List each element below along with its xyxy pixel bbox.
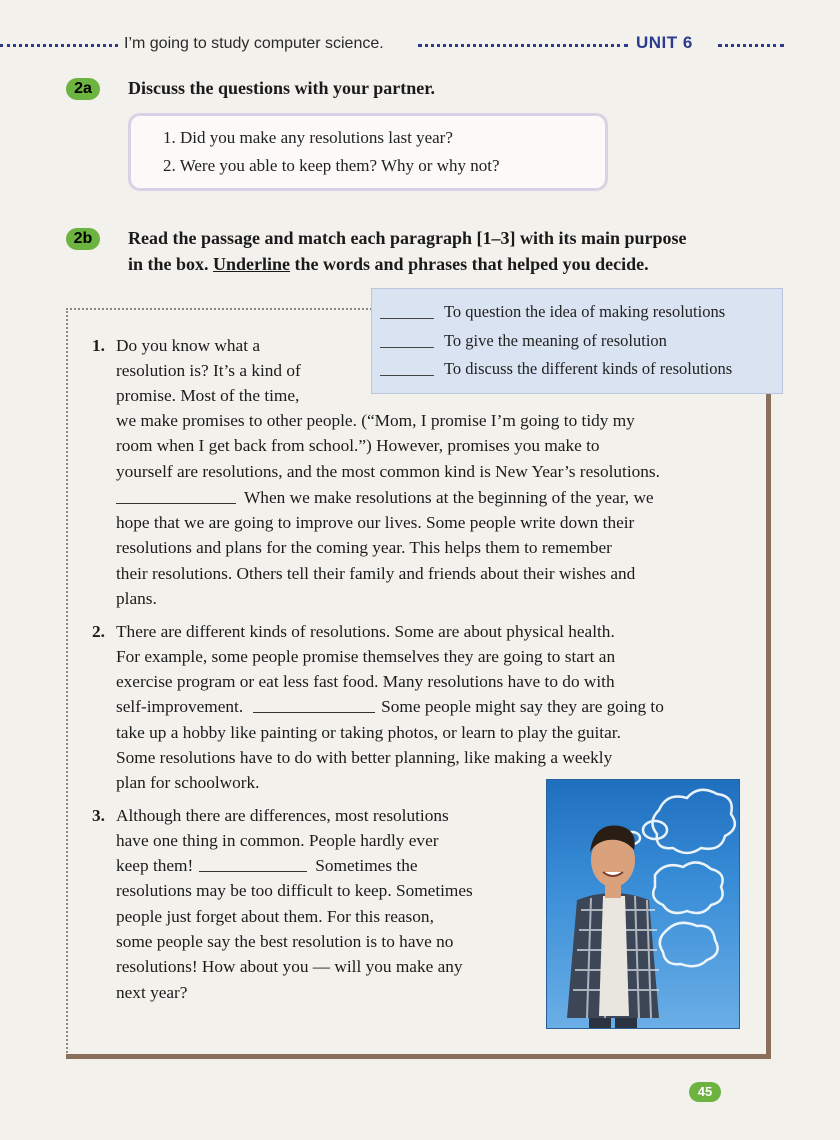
- instruction-2a: Discuss the questions with your partner.: [128, 78, 436, 98]
- paragraph-line-text: When we make resolutions at the beginning of the year, we: [244, 488, 654, 507]
- paragraph-line: exercise program or eat less fast food. Many resolutions have to do with: [116, 672, 615, 691]
- instruction-2b-line2-pre: in the box.: [128, 254, 214, 274]
- paragraph-line: resolutions! How about you — will you make any: [116, 957, 463, 976]
- paragraph-2-number: 2.: [92, 622, 105, 641]
- paragraph-line: take up a hobby like painting or taking photos, or learn to play the guitar.: [116, 723, 621, 742]
- paragraph-line: For example, some people promise themselves they are going to start an: [116, 647, 616, 666]
- purpose-text: To question the idea of making resolutions: [444, 302, 726, 321]
- question-box: [128, 113, 608, 191]
- header-dots-left: [0, 44, 118, 47]
- answer-blank[interactable]: [380, 300, 434, 319]
- question-1: 1. Did you make any resolutions last year?: [163, 128, 453, 147]
- paragraph-line: Some resolutions have to do with better planning, like making a weekly: [116, 748, 613, 767]
- instruction-2b-line2-post: the words and phrases that helped you decide.: [290, 254, 649, 274]
- paragraph-line: resolution is? It’s a kind of: [116, 361, 301, 380]
- paragraph-line-text: Some people might say they are going to: [381, 697, 664, 716]
- purpose-box: [371, 288, 783, 394]
- answer-blank[interactable]: [253, 696, 375, 713]
- purpose-option-2: [380, 327, 667, 355]
- paragraph-line: There are different kinds of resolutions. Some are about physical health.: [116, 622, 615, 641]
- paragraph-line: plans.: [116, 589, 157, 608]
- photo-boy-with-thought-clouds: [546, 779, 740, 1029]
- header-title: I’m going to study computer science.: [124, 35, 384, 52]
- instruction-2b: [128, 225, 687, 277]
- badge-2a: 2a: [66, 78, 100, 100]
- answer-blank[interactable]: [380, 329, 434, 348]
- paragraph-line: some people say the best resolution is to have no: [116, 932, 454, 951]
- paragraph-line-text: Sometimes the: [315, 856, 418, 875]
- page-header: [0, 32, 840, 58]
- instruction-2b-line1: Read the passage and match each paragraph [1–3] with its main purpose: [128, 228, 687, 248]
- header-dots-middle: [418, 44, 628, 47]
- paragraph-line: we make promises to other people. (“Mom, I promise I’m going to tidy my: [116, 411, 635, 430]
- paragraph-line: Although there are differences, most resolutions: [116, 806, 449, 825]
- paragraph-line: resolutions and plans for the coming year. This helps them to remember: [116, 538, 612, 557]
- paragraph-line-text: keep them!: [116, 856, 194, 875]
- paragraph-line: room when I get back from school.”) However, promises you make to: [116, 436, 600, 455]
- paragraph-line: [116, 694, 664, 719]
- purpose-text: To give the meaning of resolution: [444, 331, 667, 350]
- paragraph-line: next year?: [116, 983, 188, 1002]
- paragraph-line: people just forget about them. For this reason,: [116, 907, 434, 926]
- unit-label: UNIT 6: [636, 33, 693, 52]
- paragraph-3-number: 3.: [92, 806, 105, 825]
- paragraph-line: their resolutions. Others tell their family and friends about their wishes and: [116, 564, 636, 583]
- answer-blank[interactable]: [116, 487, 236, 504]
- answer-blank[interactable]: [199, 855, 307, 872]
- paragraph-line: plan for schoolwork.: [116, 773, 260, 792]
- paragraph-line: [116, 485, 654, 510]
- paragraph-line-text: self-improvement.: [116, 697, 244, 716]
- question-2: 2. Were you able to keep them? Why or why not?: [163, 156, 500, 175]
- answer-blank[interactable]: [380, 357, 434, 376]
- paragraph-line: have one thing in common. People hardly ever: [116, 831, 439, 850]
- paragraph-line: yourself are resolutions, and the most common kind is New Year’s resolutions.: [116, 462, 660, 481]
- frame-shadow-bottom: [66, 1054, 771, 1059]
- paragraph-line: promise. Most of the time,: [116, 386, 300, 405]
- header-dots-right: [718, 44, 784, 47]
- purpose-text: To discuss the different kinds of resolutions: [444, 359, 733, 378]
- paragraph-line: resolutions may be too difficult to keep. Sometimes: [116, 881, 473, 900]
- purpose-option-3: [380, 355, 732, 383]
- paragraph-line: [116, 853, 418, 878]
- badge-2b: 2b: [66, 228, 100, 250]
- page-number: 45: [689, 1082, 721, 1102]
- purpose-option-1: [380, 298, 725, 326]
- frame-shadow-right: [766, 390, 771, 1058]
- instruction-2b-line2: [128, 251, 687, 277]
- paragraph-1-number: 1.: [92, 336, 105, 355]
- paragraph-line: hope that we are going to improve our lives. Some people write down their: [116, 513, 635, 532]
- instruction-2b-underline-word: Underline: [213, 254, 291, 274]
- photo-illustration: [547, 780, 740, 1029]
- paragraph-line: Do you know what a: [116, 336, 260, 355]
